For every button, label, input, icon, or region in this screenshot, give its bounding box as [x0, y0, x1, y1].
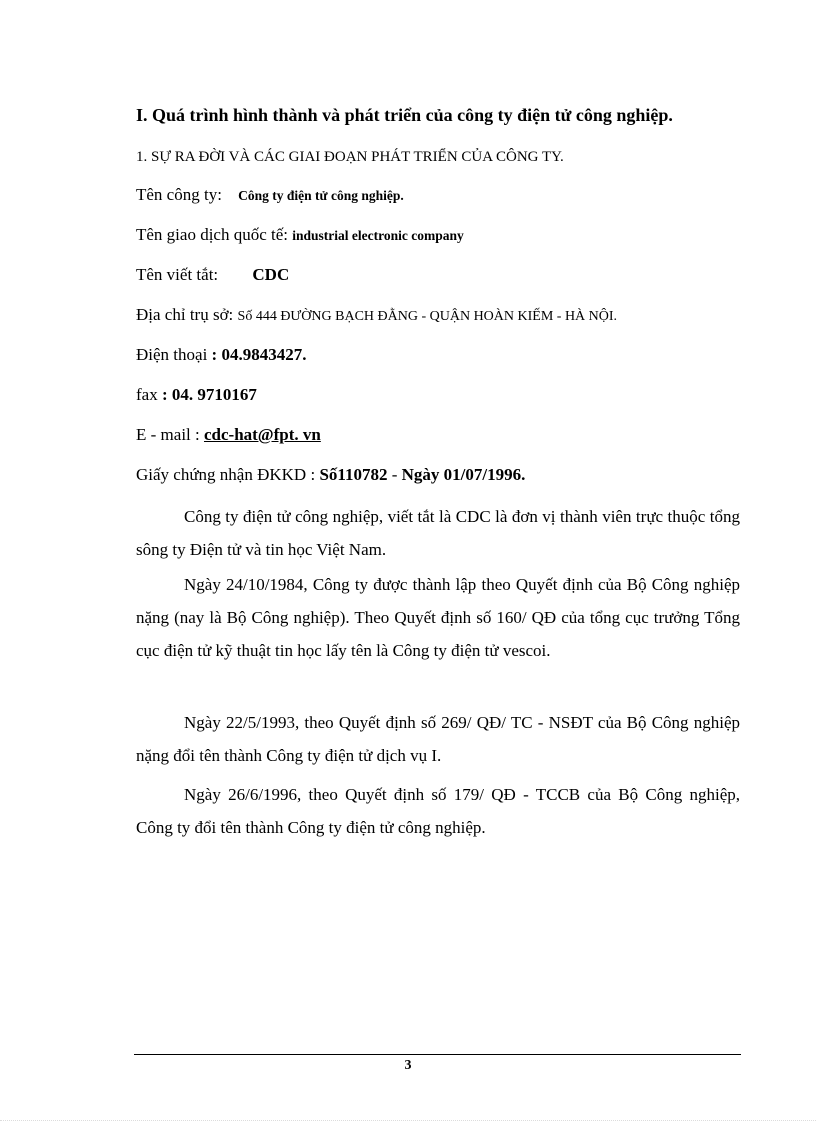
email-label: E - mail :: [136, 425, 200, 444]
page-bottom-border: [0, 1120, 816, 1121]
trade-name-row: [136, 224, 464, 247]
phone-value: : 04.9843427.: [211, 345, 307, 364]
paragraph-rename-1996: Ngày 26/6/1996, theo Quyết định số 179/ QĐ - TCCB của Bộ Công nghiệp, Công ty đổi tên thành Công ty điện tử công nghiệp.: [136, 785, 740, 837]
trade-name-value: industrial electronic company: [292, 228, 464, 243]
paragraph-founding: Ngày 24/10/1984, Công ty được thành lập theo Quyết định của Bộ Công nghiệp nặng (nay là Bộ Công nghiệp). Theo Quyết định số 160/ QĐ của tổng cục trưởng Tổng cục điện tử kỹ thuật tin học lấy tên là Công ty điện tử vescoi.: [136, 575, 740, 660]
paragraph-rename-1993: Ngày 22/5/1993, theo Quyết định số 269/ QĐ/ TC - NSĐT của Bộ Công nghiệp nặng đổi tên thành Công ty điện tử dịch vụ I.: [136, 713, 740, 765]
subsection-heading: 1. SỰ RA ĐỜI VÀ CÁC GIAI ĐOẠN PHÁT TRIỂN CỦA CÔNG TY.: [136, 149, 564, 165]
paragraph-intro: Công ty điện tử công nghiệp, viết tắt là CDC là đơn vị thành viên trực thuộc tổng sông ty Điện tử và tin học Việt Nam.: [136, 507, 740, 559]
footer-divider: [134, 1054, 741, 1055]
abbreviation-value: CDC: [252, 265, 290, 284]
phone-row: [136, 344, 306, 366]
page-number: 3: [404, 1058, 412, 1073]
email-row: [136, 424, 321, 446]
email-link[interactable]: cdc-hat@fpt. vn: [203, 425, 321, 444]
address-row: [136, 304, 617, 328]
address-value: Số 444 ĐƯỜNG BẠCH ĐẰNG - QUẬN HOÀN KIẾM - HÀ NỘI.: [237, 309, 618, 324]
company-name-row: [136, 184, 404, 207]
trade-name-label: Tên giao dịch quốc tế:: [136, 225, 289, 244]
address-label: Địa chỉ trụ sở:: [136, 305, 234, 324]
fax-label: fax: [136, 385, 158, 404]
abbreviation-label: Tên viết tắt:: [136, 265, 219, 284]
license-separator: -: [387, 465, 402, 484]
license-label: Giấy chứng nhận ĐKKD :: [136, 465, 316, 484]
fax-value: : 04. 9710167: [161, 385, 257, 404]
license-date: Ngày 01/07/1996.: [401, 465, 526, 484]
company-name-label: Tên công ty:: [136, 185, 222, 204]
business-license-row: [136, 464, 525, 486]
section-heading: I. Quá trình hình thành và phát triển của công ty điện tử công nghiệp.: [136, 105, 673, 125]
license-number: Số110782: [319, 465, 388, 484]
company-name-value: Công ty điện tử công nghiệp.: [238, 188, 404, 203]
abbreviation-row: [136, 264, 289, 286]
phone-label: Điện thoại: [136, 345, 208, 364]
fax-row: [136, 384, 257, 406]
